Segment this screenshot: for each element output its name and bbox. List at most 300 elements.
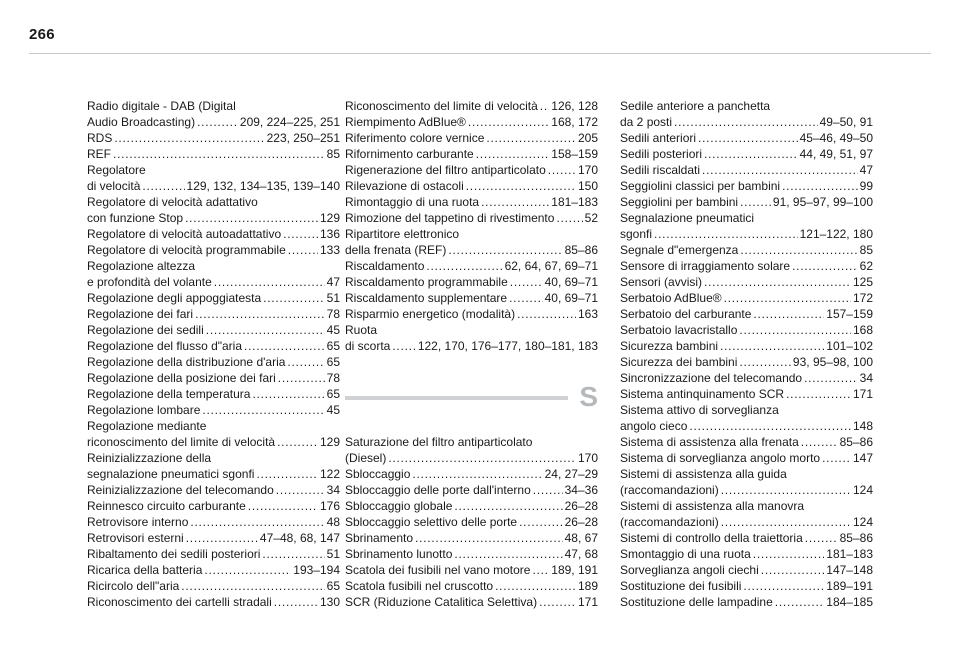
index-entry	[620, 370, 873, 386]
index-entry-term: Segnale d"emergenza	[620, 243, 739, 257]
dot-leader	[204, 562, 291, 578]
index-entry-term: Riconoscimento dei cartelli stradali	[87, 595, 272, 609]
index-entry	[620, 306, 873, 322]
index-entry-line	[345, 178, 598, 194]
index-entry-term: Regolatore di velocità programmabile	[87, 243, 286, 257]
index-entry	[620, 162, 873, 178]
index-entry-term: Rilevazione di ostacoli	[345, 179, 464, 193]
index-entry	[620, 434, 873, 450]
dot-leader	[197, 114, 238, 130]
index-entry-line	[87, 370, 340, 386]
index-entry	[345, 130, 598, 146]
index-entry-pages: 34–36	[564, 483, 598, 497]
index-entry-term: Sbloccaggio delle porte dall'interno	[345, 483, 531, 497]
index-entry-term: Regolatore di velocità autoadattativo	[87, 227, 282, 241]
index-entry	[620, 530, 873, 546]
index-entry	[345, 466, 598, 482]
index-entry	[345, 514, 598, 530]
dot-leader	[753, 546, 825, 562]
dot-leader	[532, 562, 549, 578]
index-entry-term: Sbloccaggio selettivo delle porte	[345, 515, 518, 529]
dot-leader	[426, 258, 502, 274]
index-entry-term: Retrovisori esterni	[87, 531, 184, 545]
index-entry	[620, 338, 873, 354]
dot-leader	[288, 242, 318, 258]
index-entry-line	[620, 162, 873, 178]
dot-leader	[466, 178, 576, 194]
index-entry-line	[345, 498, 598, 514]
index-entry-pages: 170	[577, 451, 598, 465]
index-entry	[87, 530, 340, 546]
index-entry-line	[620, 130, 873, 146]
index-entry-pages: 26–28	[564, 515, 598, 529]
dot-leader	[481, 194, 549, 210]
index-entry-pages: 101–102	[826, 339, 873, 353]
index-entry-term: Sbrinamento lunotto	[345, 547, 453, 561]
index-entry-term: Ricircolo dell"aria	[87, 579, 180, 593]
index-entry-term: Sedili anteriori	[620, 131, 697, 145]
dot-leader	[548, 162, 576, 178]
index-entry-pages: 209, 224–225, 251	[239, 115, 340, 129]
index-entry-heading: Sedile anteriore a panchetta	[620, 99, 771, 113]
dot-leader	[721, 482, 851, 498]
index-entry	[87, 386, 340, 402]
index-entry-term: Sensore di irraggiamento solare	[620, 259, 791, 273]
index-entry	[620, 98, 873, 130]
index-entry-line	[620, 114, 873, 130]
index-entry-term: Seggiolini per bambini	[620, 195, 739, 209]
index-entry-line	[87, 130, 340, 146]
index-entry-pages: 189, 191	[551, 563, 598, 577]
index-entry	[345, 546, 598, 562]
index-entry-line	[620, 546, 873, 562]
index-entry-line	[345, 466, 598, 482]
index-entry-term: Regolazione della distribuzione d'aria	[87, 355, 286, 369]
index-entry-pages: 45–46, 49–50	[799, 131, 873, 145]
index-entry-pages: 47	[859, 163, 873, 177]
index-entry-pages: 85–86	[839, 531, 873, 545]
index-entry	[87, 402, 340, 418]
index-entry-pages: 189	[577, 579, 598, 593]
index-entry-line	[620, 242, 873, 258]
index-entry-line	[345, 210, 598, 226]
index-entry-pages: 51	[326, 291, 340, 305]
dot-leader	[388, 450, 576, 466]
index-entry-pages: 126, 128	[551, 99, 598, 113]
dot-leader	[739, 354, 791, 370]
dot-leader	[392, 338, 415, 354]
dot-leader	[486, 130, 576, 146]
index-entry-pages: 34	[326, 483, 340, 497]
index-entry-pages: 65	[326, 355, 340, 369]
index-entry-pages: 181–183	[551, 195, 598, 209]
index-entry-pages: 48, 67	[564, 531, 598, 545]
index-entry-pages: 158–159	[551, 147, 598, 161]
dot-leader	[556, 210, 582, 226]
index-entry-pages: 78	[326, 307, 340, 321]
index-entry-heading: Sistema attivo di sorveglianza	[620, 403, 779, 417]
dot-leader	[761, 562, 825, 578]
index-entry-pages: 85	[326, 147, 340, 161]
index-entry-line	[620, 226, 873, 242]
index-entry-line	[345, 450, 598, 466]
dot-leader	[689, 418, 851, 434]
index-entry-term: RDS	[87, 131, 113, 145]
index-entry	[620, 402, 873, 434]
index-entry-heading: Ripartitore elettronico	[345, 227, 460, 241]
dot-leader	[244, 338, 325, 354]
index-column-2	[345, 98, 598, 610]
index-entry	[345, 98, 598, 114]
index-entry-line	[87, 434, 340, 450]
index-group-s	[345, 434, 598, 610]
index-entry	[620, 178, 873, 194]
index-entry	[87, 290, 340, 306]
index-entry	[620, 498, 873, 530]
index-entry-term: Sicurezza bambini	[620, 339, 719, 353]
dot-leader	[739, 322, 851, 338]
index-entry	[87, 98, 340, 130]
dot-leader	[517, 306, 576, 322]
index-entry-term: Regolazione dei fari	[87, 307, 194, 321]
index-entry-line	[87, 178, 340, 194]
index-entry-term: Sicurezza dei bambini	[620, 355, 738, 369]
index-entry-line	[87, 466, 340, 482]
index-entry-line	[620, 274, 873, 290]
dot-leader	[202, 402, 324, 418]
index-entry-term: Regolazione della temperatura	[87, 387, 251, 401]
index-entry-line	[345, 130, 598, 146]
dot-leader	[805, 530, 838, 546]
index-entry	[87, 562, 340, 578]
index-entry	[620, 450, 873, 466]
dot-leader	[214, 274, 325, 290]
index-entry-term: Smontaggio di una ruota	[620, 547, 751, 561]
index-entry	[345, 530, 598, 546]
dot-leader	[252, 386, 324, 402]
index-entry-term: Riconoscimento del limite di velocità	[345, 99, 538, 113]
dot-leader	[782, 178, 858, 194]
index-entry-term: (Diesel)	[345, 451, 387, 465]
dot-leader	[263, 290, 325, 306]
dot-leader	[510, 274, 543, 290]
index-entry-term: Regolazione degli appoggiatesta	[87, 291, 262, 305]
section-letter: S	[579, 381, 598, 412]
dot-leader	[775, 594, 825, 610]
index-entry	[87, 226, 340, 242]
dot-leader	[185, 210, 318, 226]
index-entry-heading: Regolatore	[87, 163, 146, 177]
index-entry	[345, 226, 598, 258]
index-entry-pages: 168, 172	[551, 115, 598, 129]
index-entry	[620, 258, 873, 274]
index-entry-term: angolo cieco	[620, 419, 688, 433]
index-entry-term: Sistema di assistenza alla frenata	[620, 435, 799, 449]
index-entry-term: Sistemi di controllo della traiettoria	[620, 531, 803, 545]
index-entry-line	[620, 354, 873, 370]
index-entry-term: di scorta	[345, 339, 391, 353]
index-entry-term: Riempimento AdBlue®	[345, 115, 466, 129]
section-divider	[345, 396, 568, 400]
dot-leader	[654, 226, 798, 242]
index-entry	[345, 578, 598, 594]
index-entry-pages: 93, 95–98, 100	[792, 355, 873, 369]
index-entry-line	[345, 594, 598, 610]
index-entry-term: Reinizializzazione del telecomando	[87, 483, 274, 497]
dot-leader	[142, 178, 184, 194]
index-entry-term: Serbatoio del carburante	[620, 307, 752, 321]
index-entry-term: Sostituzione dei fusibili	[620, 579, 742, 593]
index-entry	[87, 306, 340, 322]
index-entry-line	[620, 322, 873, 338]
index-entry-line	[620, 530, 873, 546]
dot-leader	[702, 162, 858, 178]
dot-leader	[740, 194, 771, 210]
index-entry-term: Sensori (avvisi)	[620, 275, 703, 289]
index-entry-term: Sedili posteriori	[620, 147, 703, 161]
index-entry-term: Riscaldamento supplementare	[345, 291, 508, 305]
index-entry-line	[345, 114, 598, 130]
index-entry-term: Sistema antinquinamento SCR	[620, 387, 785, 401]
index-entry	[345, 306, 598, 322]
index-entry-pages: 65	[326, 579, 340, 593]
index-entry-line	[620, 178, 873, 194]
index-entry	[87, 338, 340, 354]
index-entry-term: Rimontaggio di una ruota	[345, 195, 480, 209]
index-entry	[345, 114, 598, 130]
index-entry-line	[620, 578, 873, 594]
index-entry-heading: Regolazione altezza	[87, 259, 196, 273]
index-entry-pages: 184–185	[826, 595, 873, 609]
index-entry-pages: 172	[852, 291, 873, 305]
index-entry-pages: 91, 95–97, 99–100	[772, 195, 873, 209]
index-entry-pages: 125	[852, 275, 873, 289]
index-entry-line	[345, 146, 598, 162]
section-header-s	[345, 376, 598, 416]
index-entry	[345, 274, 598, 290]
index-entry-line	[87, 386, 340, 402]
index-entry	[345, 258, 598, 274]
index-entry-pages: 62	[859, 259, 873, 273]
index-entry-heading: Segnalazione pneumatici	[620, 211, 755, 225]
dot-leader	[454, 546, 562, 562]
index-column-1	[87, 98, 340, 610]
index-entry-term: Riscaldamento programmabile	[345, 275, 508, 289]
header-divider	[29, 53, 931, 54]
dot-leader	[786, 386, 851, 402]
dot-leader	[274, 594, 318, 610]
index-entry-term: della frenata (REF)	[345, 243, 447, 257]
index-entry-term: Sistema di sorveglianza angolo morto	[620, 451, 821, 465]
index-entry-line	[87, 578, 340, 594]
dot-leader	[287, 354, 324, 370]
index-entry-pages: 78	[326, 371, 340, 385]
dot-leader	[256, 466, 318, 482]
dot-leader	[276, 482, 325, 498]
index-entry-pages: 168	[852, 323, 873, 337]
dot-leader	[495, 578, 576, 594]
index-entry	[620, 290, 873, 306]
index-entry-line	[620, 418, 873, 434]
index-entry-line	[87, 338, 340, 354]
index-entry-line	[87, 274, 340, 290]
index-entry	[345, 322, 598, 354]
dot-leader	[248, 498, 318, 514]
index-entry	[345, 498, 598, 514]
index-entry-term: da 2 posti	[620, 115, 673, 129]
index-entry-pages: 44, 49, 51, 97	[799, 147, 873, 161]
index-entry-pages: 85–86	[564, 243, 598, 257]
index-entry-line	[345, 274, 598, 290]
index-entry-pages: 47–48, 68, 147	[259, 531, 340, 545]
index-entry	[345, 146, 598, 162]
index-entry-term: Sorveglianza angoli ciechi	[620, 563, 759, 577]
dot-leader	[519, 514, 563, 530]
index-entry-line	[345, 258, 598, 274]
dot-leader	[674, 114, 818, 130]
index-entry	[620, 386, 873, 402]
index-entry-term: Riscaldamento	[345, 259, 425, 273]
index-entry-term: Regolazione della posizione dei fari	[87, 371, 276, 385]
index-entry-line	[620, 290, 873, 306]
index-entry	[620, 242, 873, 258]
dot-leader	[113, 146, 325, 162]
index-entry	[87, 546, 340, 562]
index-entry-line	[620, 338, 873, 354]
index-entry	[87, 258, 340, 290]
index-entry-term: Risparmio energetico (modalità)	[345, 307, 516, 321]
index-entry-term: Regolazione del flusso d"aria	[87, 339, 243, 353]
index-entry-term: Seggiolini classici per bambini	[620, 179, 781, 193]
dot-leader	[740, 242, 857, 258]
dot-leader	[533, 482, 563, 498]
dot-leader	[724, 290, 851, 306]
index-entry	[87, 450, 340, 482]
index-entry-term: (raccomandazioni)	[620, 483, 719, 497]
dot-leader	[804, 370, 858, 386]
index-entry	[345, 194, 598, 210]
index-entry-pages: 45	[326, 323, 340, 337]
index-entry-term: Ribaltamento dei sedili posteriori	[87, 547, 261, 561]
dot-leader	[721, 514, 851, 530]
index-entry-term: Riferimento colore vernice	[345, 131, 485, 145]
index-entry-pages: 129	[319, 211, 340, 225]
index-entry	[620, 274, 873, 290]
index-entry-term: Sbloccaggio	[345, 467, 411, 481]
index-entry-line	[345, 98, 598, 114]
dot-leader	[704, 146, 798, 162]
dot-leader	[792, 258, 858, 274]
dot-leader	[277, 434, 318, 450]
index-entry-pages: 62, 64, 67, 69–71	[504, 259, 598, 273]
dot-leader	[412, 466, 542, 482]
index-entry-heading: Regolatore di velocità adattativo	[87, 195, 258, 209]
index-entry	[345, 434, 598, 466]
index-entry-line	[620, 258, 873, 274]
dot-leader	[822, 450, 851, 466]
index-entry-heading: Saturazione del filtro antiparticolato	[345, 435, 533, 449]
index-entry-pages: 147–148	[826, 563, 873, 577]
page-number: 266	[29, 26, 55, 43]
index-entry-line	[87, 290, 340, 306]
index-entry	[345, 162, 598, 178]
index-entry-term: Rigenerazione del filtro antiparticolato	[345, 163, 546, 177]
index-entry-line	[620, 562, 873, 578]
dot-leader	[704, 274, 851, 290]
index-entry-line	[87, 242, 340, 258]
index-entry-line	[345, 514, 598, 530]
index-entry-line	[345, 482, 598, 498]
index-entry-line	[620, 594, 873, 610]
index-entry-pages: 47, 68	[564, 547, 598, 561]
index-entry	[87, 370, 340, 386]
index-entry	[87, 146, 340, 162]
index-entry-term: e profondità del volante	[87, 275, 212, 289]
dot-leader	[262, 546, 324, 562]
index-entry-pages: 65	[326, 339, 340, 353]
index-entry-heading: Sistemi di assistenza alla manovra	[620, 499, 805, 513]
index-entry	[620, 594, 873, 610]
index-entry	[87, 242, 340, 258]
dot-leader	[415, 530, 563, 546]
index-entry-pages: 130	[319, 595, 340, 609]
index-entry	[345, 594, 598, 610]
dot-leader	[190, 514, 324, 530]
index-entry-pages: 34	[859, 371, 873, 385]
index-entry-pages: 121–122, 180	[799, 227, 873, 241]
dot-leader	[278, 370, 325, 386]
dot-leader	[468, 114, 549, 130]
index-entry-term: Rifornimento carburante	[345, 147, 474, 161]
dot-leader	[801, 434, 838, 450]
dot-leader	[753, 306, 824, 322]
index-entry-term: REF	[87, 147, 111, 161]
index-entry-pages: 122, 170, 176–177, 180–181, 183	[417, 339, 598, 353]
index-entry-pages: 124	[852, 515, 873, 529]
index-entry-line	[87, 530, 340, 546]
index-entry-line	[87, 146, 340, 162]
index-entry-pages: 26–28	[564, 499, 598, 513]
index-entry-pages: 193–194	[293, 563, 340, 577]
index-entry	[345, 482, 598, 498]
index-entry-line	[87, 498, 340, 514]
index-entry-term: Serbatoio AdBlue®	[620, 291, 722, 305]
index-entry-pages: 150	[577, 179, 598, 193]
dot-leader	[195, 306, 325, 322]
index-entry-term: Sbloccaggio globale	[345, 499, 453, 513]
dot-leader	[698, 130, 798, 146]
index-entry-line	[345, 578, 598, 594]
index-entry	[620, 466, 873, 498]
index-entry	[620, 210, 873, 242]
index-entry-line	[620, 370, 873, 386]
index-entry-line	[620, 514, 873, 530]
index-entry	[620, 354, 873, 370]
index-entry	[87, 482, 340, 498]
index-entry-heading: Ruota	[345, 323, 378, 337]
index-entry-line	[87, 562, 340, 578]
dot-leader	[181, 578, 324, 594]
index-entry	[620, 146, 873, 162]
index-entry-line	[87, 210, 340, 226]
index-entry-pages: 147	[852, 451, 873, 465]
index-entry	[345, 290, 598, 306]
index-entry	[87, 354, 340, 370]
index-entry-pages: 171	[852, 387, 873, 401]
index-entry	[620, 546, 873, 562]
index-entry-line	[620, 194, 873, 210]
index-entry-line	[87, 306, 340, 322]
